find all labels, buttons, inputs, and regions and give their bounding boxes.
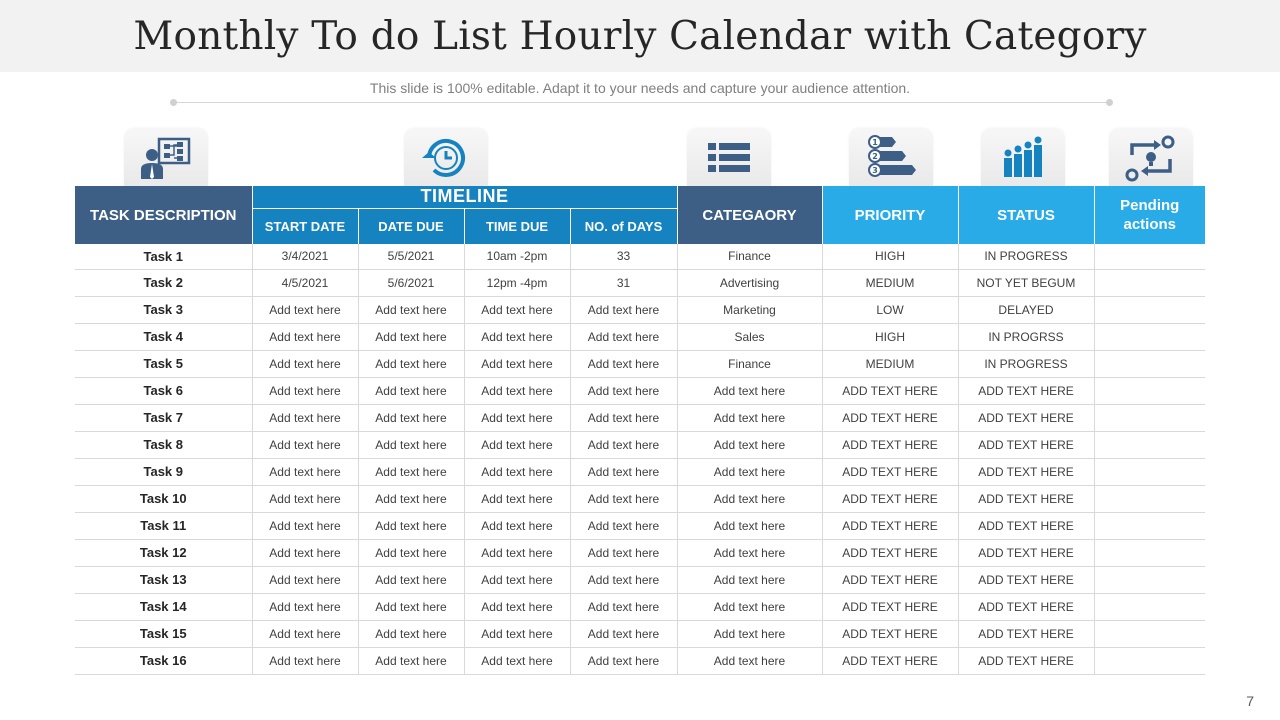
pending-actions-cell[interactable] <box>1094 620 1205 647</box>
time-due-cell[interactable]: Add text here <box>464 539 570 566</box>
category-cell[interactable]: Add text here <box>677 593 822 620</box>
time-due-cell[interactable]: Add text here <box>464 620 570 647</box>
header-timeline: TIMELINE <box>252 186 677 208</box>
clock-history-icon <box>417 133 475 183</box>
pending-actions-cell[interactable] <box>1094 296 1205 323</box>
date-due-cell[interactable]: Add text here <box>358 350 464 377</box>
status-cell[interactable]: ADD TEXT HERE <box>958 404 1094 431</box>
list-icon <box>700 133 758 183</box>
time-due-cell[interactable]: 12pm -4pm <box>464 269 570 296</box>
table-row <box>75 377 1205 404</box>
category-cell[interactable]: Add text here <box>677 485 822 512</box>
table-row <box>75 647 1205 674</box>
task-cell[interactable]: Task 5 <box>75 350 252 377</box>
no-of-days-cell[interactable]: 33 <box>570 244 677 269</box>
pending-actions-cell[interactable] <box>1094 566 1205 593</box>
status-cell[interactable]: ADD TEXT HERE <box>958 593 1094 620</box>
start-date-cell[interactable]: Add text here <box>252 458 358 485</box>
svg-text:3: 3 <box>872 166 878 175</box>
start-date-cell[interactable]: Add text here <box>252 539 358 566</box>
task-cell[interactable]: Task 15 <box>75 620 252 647</box>
priority-cell[interactable]: MEDIUM <box>822 350 958 377</box>
pending-actions-cell[interactable] <box>1094 350 1205 377</box>
table-row <box>75 485 1205 512</box>
time-due-cell[interactable]: Add text here <box>464 485 570 512</box>
pending-actions-cell[interactable] <box>1094 323 1205 350</box>
task-cell[interactable]: Task 12 <box>75 539 252 566</box>
task-cell[interactable]: Task 4 <box>75 323 252 350</box>
no-of-days-cell[interactable]: Add text here <box>570 377 677 404</box>
category-cell[interactable]: Add text here <box>677 431 822 458</box>
task-cell[interactable]: Task 16 <box>75 647 252 674</box>
team-bar-chart-icon <box>994 133 1052 183</box>
category-cell[interactable]: Marketing <box>677 296 822 323</box>
pending-actions-cell[interactable] <box>1094 404 1205 431</box>
time-due-cell[interactable]: Add text here <box>464 566 570 593</box>
header-priority: PRIORITY <box>822 186 958 244</box>
status-cell[interactable]: ADD TEXT HERE <box>958 431 1094 458</box>
header-task-description: TASK DESCRIPTION <box>75 186 252 244</box>
table-row <box>75 244 1205 269</box>
category-cell[interactable]: Finance <box>677 350 822 377</box>
category-cell[interactable]: Add text here <box>677 566 822 593</box>
date-due-cell[interactable]: Add text here <box>358 377 464 404</box>
time-due-cell[interactable]: Add text here <box>464 296 570 323</box>
status-cell[interactable]: DELAYED <box>958 296 1094 323</box>
priority-cell[interactable]: ADD TEXT HERE <box>822 593 958 620</box>
date-due-cell[interactable]: Add text here <box>358 431 464 458</box>
start-date-cell[interactable]: Add text here <box>252 323 358 350</box>
priority-cell[interactable]: ADD TEXT HERE <box>822 485 958 512</box>
priority-cell[interactable]: HIGH <box>822 244 958 269</box>
time-due-cell[interactable]: Add text here <box>464 404 570 431</box>
table-row <box>75 404 1205 431</box>
start-date-cell[interactable]: Add text here <box>252 485 358 512</box>
date-due-cell[interactable]: Add text here <box>358 620 464 647</box>
priority-cell[interactable]: ADD TEXT HERE <box>822 620 958 647</box>
table-row <box>75 296 1205 323</box>
priority-cell[interactable]: ADD TEXT HERE <box>822 539 958 566</box>
task-cell[interactable]: Task 11 <box>75 512 252 539</box>
start-date-cell[interactable]: Add text here <box>252 404 358 431</box>
time-due-cell[interactable]: 10am -2pm <box>464 244 570 269</box>
pending-actions-cell[interactable] <box>1094 458 1205 485</box>
date-due-cell[interactable]: Add text here <box>358 404 464 431</box>
no-of-days-cell[interactable]: Add text here <box>570 512 677 539</box>
status-cell[interactable]: ADD TEXT HERE <box>958 458 1094 485</box>
header-category: CATEGAORY <box>677 186 822 244</box>
divider-dot-left <box>170 99 177 106</box>
svg-text:1: 1 <box>872 138 878 147</box>
task-table <box>75 186 1205 675</box>
category-icon-tab <box>687 129 771 187</box>
slide-title[interactable]: Monthly To do List Hourly Calendar with Category <box>133 13 1147 59</box>
divider-line <box>173 102 1110 103</box>
priority-cell[interactable]: ADD TEXT HERE <box>822 512 958 539</box>
table-row <box>75 323 1205 350</box>
table-row <box>75 512 1205 539</box>
status-cell[interactable]: ADD TEXT HERE <box>958 647 1094 674</box>
slide-subtitle[interactable]: This slide is 100% editable. Adapt it to your needs and capture your audience attention. <box>369 80 911 96</box>
category-cell[interactable]: Sales <box>677 323 822 350</box>
pending-actions-cell[interactable] <box>1094 377 1205 404</box>
category-cell[interactable]: Advertising <box>677 269 822 296</box>
status-cell[interactable]: IN PROGRESS <box>958 350 1094 377</box>
pending-icon-tab <box>1109 129 1193 187</box>
start-date-cell[interactable]: Add text here <box>252 593 358 620</box>
date-due-cell[interactable]: Add text here <box>358 593 464 620</box>
start-date-cell[interactable]: Add text here <box>252 431 358 458</box>
category-cell[interactable]: Add text here <box>677 539 822 566</box>
start-date-cell[interactable]: Add text here <box>252 512 358 539</box>
no-of-days-cell[interactable]: 31 <box>570 269 677 296</box>
status-cell[interactable]: ADD TEXT HERE <box>958 377 1094 404</box>
no-of-days-cell[interactable]: Add text here <box>570 647 677 674</box>
task-cell[interactable]: Task 9 <box>75 458 252 485</box>
date-due-cell[interactable]: 5/6/2021 <box>358 269 464 296</box>
priority-cell[interactable]: ADD TEXT HERE <box>822 647 958 674</box>
table-row <box>75 620 1205 647</box>
timeline-icon-tab <box>404 129 488 187</box>
pending-actions-cell[interactable] <box>1094 539 1205 566</box>
date-due-cell[interactable]: Add text here <box>358 458 464 485</box>
header-start-date: START DATE <box>252 208 358 244</box>
task-cell[interactable]: Task 3 <box>75 296 252 323</box>
no-of-days-cell[interactable]: Add text here <box>570 323 677 350</box>
start-date-cell[interactable]: Add text here <box>252 296 358 323</box>
date-due-cell[interactable]: 5/5/2021 <box>358 244 464 269</box>
table-row <box>75 539 1205 566</box>
pending-actions-cell[interactable] <box>1094 244 1205 269</box>
start-date-cell[interactable]: Add text here <box>252 620 358 647</box>
date-due-cell[interactable]: Add text here <box>358 647 464 674</box>
status-cell[interactable]: NOT YET BEGUM <box>958 269 1094 296</box>
task-cell[interactable]: Task 8 <box>75 431 252 458</box>
date-due-cell[interactable]: Add text here <box>358 323 464 350</box>
table-row <box>75 593 1205 620</box>
time-due-cell[interactable]: Add text here <box>464 593 570 620</box>
start-date-cell[interactable]: 4/5/2021 <box>252 269 358 296</box>
pending-actions-cell[interactable] <box>1094 269 1205 296</box>
status-icon-tab <box>981 129 1065 187</box>
table-body <box>75 244 1205 674</box>
category-cell[interactable]: Add text here <box>677 377 822 404</box>
pending-actions-cell[interactable] <box>1094 593 1205 620</box>
no-of-days-cell[interactable]: Add text here <box>570 458 677 485</box>
header-date-due: DATE DUE <box>358 208 464 244</box>
status-cell[interactable]: ADD TEXT HERE <box>958 512 1094 539</box>
status-cell[interactable]: ADD TEXT HERE <box>958 620 1094 647</box>
table-row <box>75 350 1205 377</box>
no-of-days-cell[interactable]: Add text here <box>570 485 677 512</box>
page-number: 7 <box>1246 693 1254 709</box>
divider-dot-right <box>1106 99 1113 106</box>
time-due-cell[interactable]: Add text here <box>464 458 570 485</box>
start-date-cell[interactable]: Add text here <box>252 350 358 377</box>
date-due-cell[interactable]: Add text here <box>358 296 464 323</box>
status-cell[interactable]: IN PROGRSS <box>958 323 1094 350</box>
table-row <box>75 431 1205 458</box>
date-due-cell[interactable]: Add text here <box>358 566 464 593</box>
priority-cell[interactable]: ADD TEXT HERE <box>822 404 958 431</box>
category-cell[interactable]: Add text here <box>677 404 822 431</box>
priority-icon-tab <box>849 129 933 187</box>
start-date-cell[interactable]: Add text here <box>252 566 358 593</box>
start-date-cell[interactable]: 3/4/2021 <box>252 244 358 269</box>
pending-actions-cell[interactable] <box>1094 431 1205 458</box>
no-of-days-cell[interactable]: Add text here <box>570 566 677 593</box>
start-date-cell[interactable]: Add text here <box>252 647 358 674</box>
task-cell[interactable]: Task 10 <box>75 485 252 512</box>
pending-actions-cell[interactable] <box>1094 485 1205 512</box>
category-cell[interactable]: Add text here <box>677 647 822 674</box>
time-due-cell[interactable]: Add text here <box>464 350 570 377</box>
title-bar <box>0 0 1280 72</box>
task-cell[interactable]: Task 7 <box>75 404 252 431</box>
category-cell[interactable]: Add text here <box>677 458 822 485</box>
time-due-cell[interactable]: Add text here <box>464 323 570 350</box>
no-of-days-cell[interactable]: Add text here <box>570 296 677 323</box>
start-date-cell[interactable]: Add text here <box>252 377 358 404</box>
priority-cell[interactable]: ADD TEXT HERE <box>822 431 958 458</box>
time-due-cell[interactable]: Add text here <box>464 647 570 674</box>
no-of-days-cell[interactable]: Add text here <box>570 404 677 431</box>
pending-actions-cell[interactable] <box>1094 512 1205 539</box>
svg-text:2: 2 <box>872 152 878 161</box>
priority-cell[interactable]: HIGH <box>822 323 958 350</box>
time-due-cell[interactable]: Add text here <box>464 512 570 539</box>
task-cell[interactable]: Task 2 <box>75 269 252 296</box>
no-of-days-cell[interactable]: Add text here <box>570 350 677 377</box>
priority-cell[interactable]: LOW <box>822 296 958 323</box>
header-status: STATUS <box>958 186 1094 244</box>
priority-cell[interactable]: ADD TEXT HERE <box>822 566 958 593</box>
task-icon-tab <box>124 129 208 187</box>
task-cell[interactable]: Task 13 <box>75 566 252 593</box>
table-row <box>75 269 1205 296</box>
status-cell[interactable]: ADD TEXT HERE <box>958 566 1094 593</box>
task-cell[interactable]: Task 6 <box>75 377 252 404</box>
gear-cycle-idea-icon <box>1122 133 1180 183</box>
time-due-cell[interactable]: Add text here <box>464 431 570 458</box>
no-of-days-cell[interactable]: Add text here <box>570 593 677 620</box>
date-due-cell[interactable]: Add text here <box>358 512 464 539</box>
time-due-cell[interactable]: Add text here <box>464 377 570 404</box>
category-cell[interactable]: Finance <box>677 244 822 269</box>
status-cell[interactable]: ADD TEXT HERE <box>958 485 1094 512</box>
no-of-days-cell[interactable]: Add text here <box>570 620 677 647</box>
status-cell[interactable]: IN PROGRESS <box>958 244 1094 269</box>
task-cell[interactable]: Task 14 <box>75 593 252 620</box>
date-due-cell[interactable]: Add text here <box>358 485 464 512</box>
no-of-days-cell[interactable]: Add text here <box>570 431 677 458</box>
category-cell[interactable]: Add text here <box>677 620 822 647</box>
table-row <box>75 566 1205 593</box>
header-no-of-days: NO. of DAYS <box>570 208 677 244</box>
header-pending-actions: Pending actions <box>1094 186 1205 244</box>
table-row <box>75 458 1205 485</box>
category-cell[interactable]: Add text here <box>677 512 822 539</box>
date-due-cell[interactable]: Add text here <box>358 539 464 566</box>
numbered-steps-icon <box>862 133 920 183</box>
presenter-workflow-icon <box>137 133 195 183</box>
header-time-due: TIME DUE <box>464 208 570 244</box>
task-cell[interactable]: Task 1 <box>75 244 252 269</box>
priority-cell[interactable]: ADD TEXT HERE <box>822 377 958 404</box>
priority-cell[interactable]: ADD TEXT HERE <box>822 458 958 485</box>
priority-cell[interactable]: MEDIUM <box>822 269 958 296</box>
pending-actions-cell[interactable] <box>1094 647 1205 674</box>
no-of-days-cell[interactable]: Add text here <box>570 539 677 566</box>
status-cell[interactable]: ADD TEXT HERE <box>958 539 1094 566</box>
